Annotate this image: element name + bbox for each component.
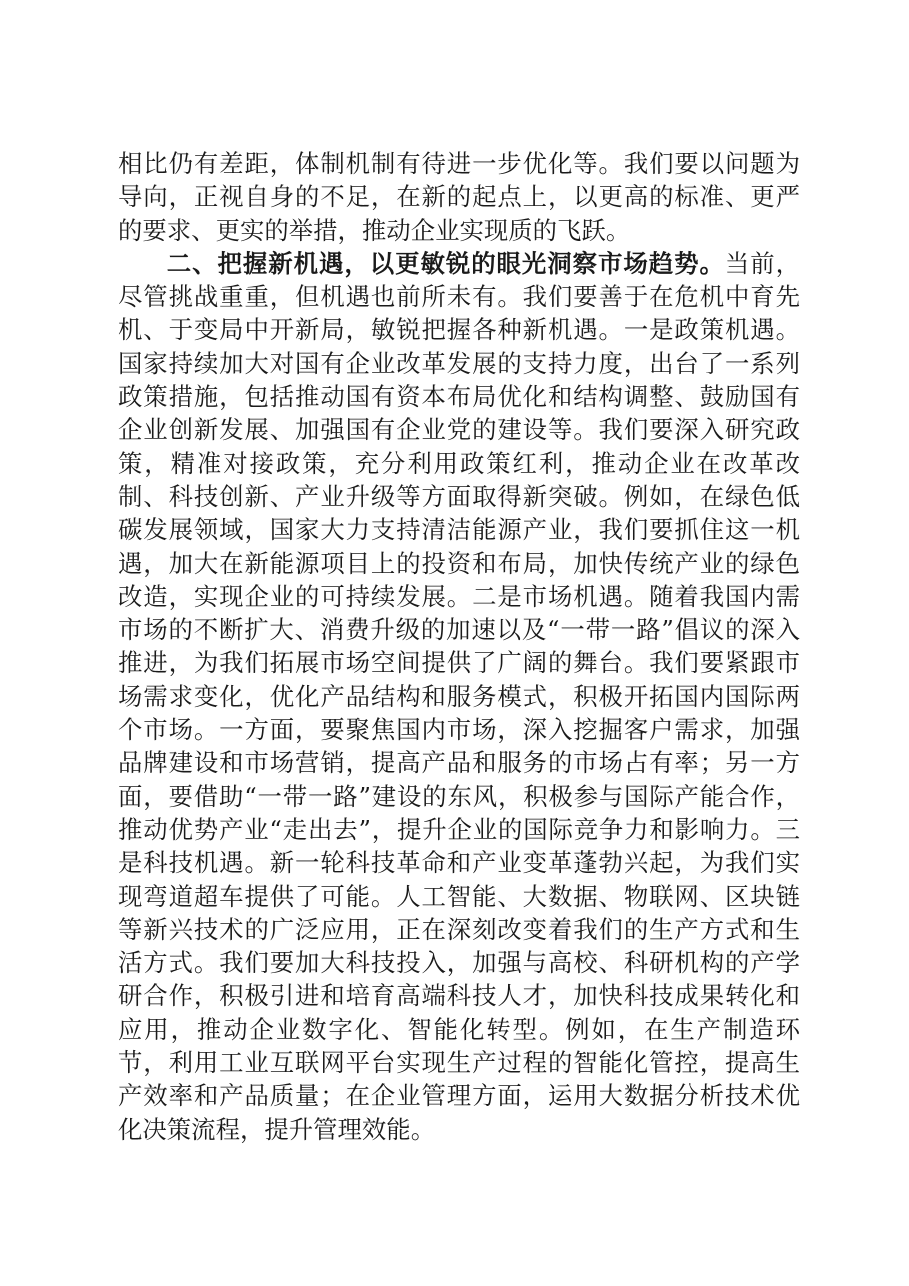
paragraph-section-two [118, 247, 800, 1146]
section-heading: 二、把握新机遇，以更敏锐的眼光洞察市场趋势。 [166, 248, 725, 278]
section-body-text: 当前，尽管挑战重重，但机遇也前所未有。我们要善于在危机中育先机、于变局中开新局，敏锐把握各种新机遇。一是政策机遇。国家持续加大对国有企业改革发展的支持力度，出台了一系列政策措施，包括推动国有资本布局优化和结构调整、鼓励国有企业创新发展、加强国有企业党的建设等。我们要深入研究政策，精准对接政策，充分利用政策红利，推动企业在改革改制、科技创新、产业升级等方面取得新突破。例如，在绿色低碳发展领域，国家大力支持清洁能源产业，我们要抓住这一机遇，加大在新能源项目上的投资和布局，加快传统产业的绿色改造，实现企业的可持续发展。二是市场机遇。随着我国内需市场的不断扩大、消费升级的加速以及“一带一路”倡议的深入推进，为我们拓展市场空间提供了广阔的舞台。我们要紧跟市场需求变化，优化产品结构和服务模式，积极开拓国内国际两个市场。一方面，要聚焦国内市场，深入挖掘客户需求，加强品牌建设和市场营销，提高产品和服务的市场占有率；另一方面，要借助“一带一路”建设的东风，积极参与国际产能合作，推动优势产业“走出去”，提升企业的国际竞争力和影响力。三是科技机遇。新一轮科技革命和产业变革蓬勃兴起，为我们实现弯道超车提供了可能。人工智能、大数据、物联网、区块链等新兴技术的广泛应用，正在深刻改变着我们的生产方式和生活方式。我们要加大科技投入，加强与高校、科研机构的产学研合作，积极引进和培育高端科技人才，加快科技成果转化和应用，推动企业数字化、智能化转型。例如，在生产制造环节，利用工业互联网平台实现生产过程的智能化管控，提高生产效率和产品质量；在企业管理方面，运用大数据分析技术优化决策流程，提升管理效能。 [118, 248, 800, 1144]
paragraph-continuation: 相比仍有差距，体制机制有待进一步优化等。我们要以问题为导向，正视自身的不足，在新的起点上，以更高的标准、更严的要求、更实的举措，推动企业实现质的飞跃。 [118, 149, 800, 245]
document-body [118, 147, 800, 1146]
